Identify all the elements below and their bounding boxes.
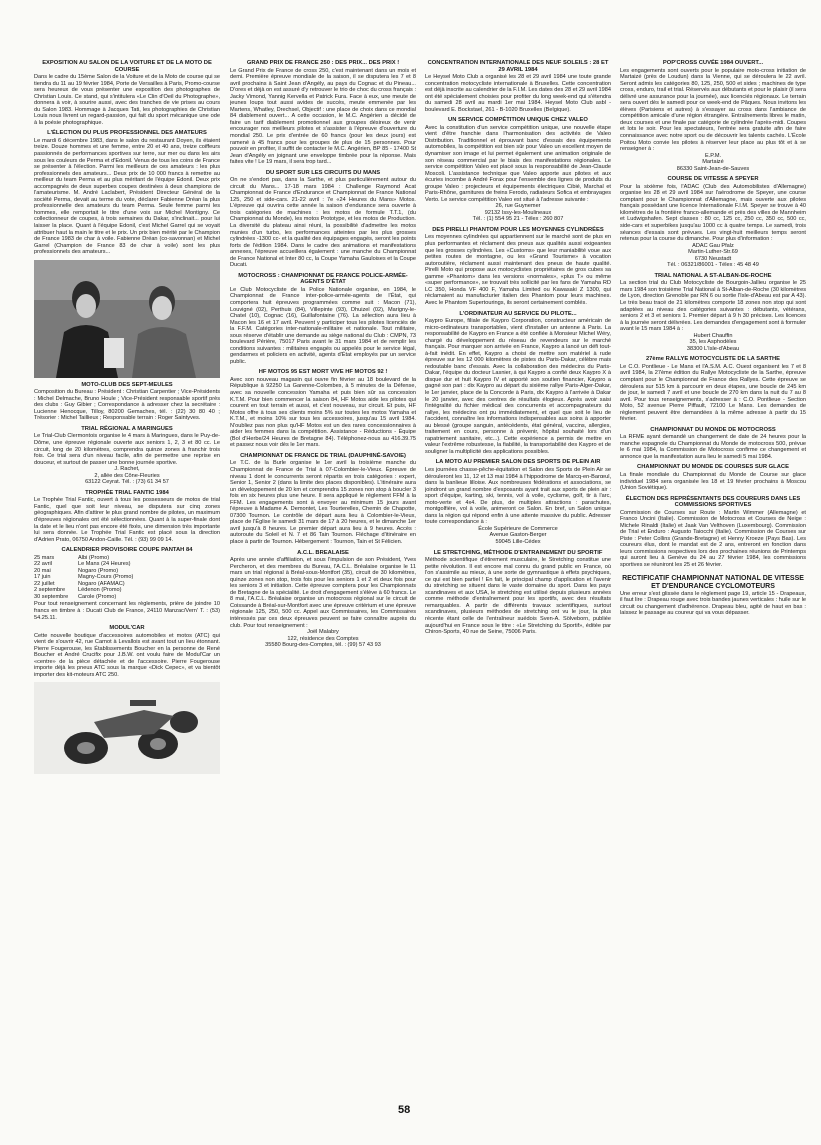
- article-title: CHAMPIONNAT DU MONDE DE COURSES SUR GLACE: [637, 464, 789, 471]
- article-title: CHAMPIONNAT DE FRANCE DE TRIAL (DAUPHINÉ-SAVOIE): [240, 452, 406, 459]
- article-text: Le mardi 6 décembre 1983, dans le salon du restaurant Doyen, ils étaient treize. Douze hommes et une femme, entre 20 et 40 ans, treize coiffeurs passionnés de performances sportives sur terre, sur mer ou dans les airs sous les couleurs de Perma et d'Edonil. Venus de tous les coins de France se présenter à l'élection. Parmi les meilleurs de ces amateurs : les plus professionnels des amateurs... Deux prix de 10 000 francs à remettre au meilleur du team Perma et au plus méritant de l'équipe Edonil. Deux prix accompagnés de deux superbes coupes destinées à deux champions de l'amateurisme. M. André Laclabert, Président Directeur Général de la société Perma, devait au terme du vote, déclarer Fabienne Dréan la plus professionnelle des amateurs du team Perma. Seule femme parmi les hommes, elle remportait le titre d'une voix sur Michel Montigny. Ce collectionneur de coupes, à trois semaines du Dakar, s'inclinait... pour lui laisser la place. Quant à l'équipe Edonil, c'est Michel Garrel qui se voyait attribuer haut la main le titre et le prix. Un prix bien mérité par le Champion de France 1983 de char à voile. Fabienne Dréan (co-savonnan) et Michel Garrel (Champion de France 83 de char à voile) sont les plus professionnels des amateurs...: [34, 137, 220, 256]
- article-text: La section trial du Club Motocycliste de Bourgoin-Jallieu organise le 25 mars 1984 son troisième Trial National à St-Alban-de-Roche (30 kilomètres de Lyon, direction Grenoble par RN 6 ou sortie l'Isle-d'Abeau est par A 43). Le très beau tracé de 21 kilomètres comporte 18 zones non stop qui sont adaptées au niveau des catégories suivantes : débutants, vétérans, seniors 2 et 3 et seniors 1. Premier départ à 9 h 30 précises. Les licences à la journée seront délivrées. Les demandes d'engagement sont à formuler avant le 15 mars 1984 à :: [620, 280, 806, 333]
- article-text: Les moyennes cylindrées qui appartiennent sur le marché sont de plus en plus performantes et réclament des pneus aux qualités aussi exigeantes que les grosses cylindrées. Les «Customs» que leur maniabilité voue aux petites routes de montagne, ou les «Grand Tourisme» à vocation autoroutière, réclament aussi maintenant des pneus de haute qualité. Pirelli Moto qui propose aux motocyclistes propriétaires de gros cubes sa gamme «Phantom» dans les versions «normales», «plus T» ou même «super performance», se trouvait très sollicité par les fans de Yamaha RD LC 350, Honda VF 400 F, Yamaha Limited ou Kawasaki Z 1300, qui réclamaient au manufacturier italien des Phantom pour leurs machines. Avec le Phantom Supertourings, ils seront certainement comblés.: [425, 234, 611, 306]
- article-text: Les engagements sont ouverts pour le populaire moto-cross initiation de Martaizé (près de Loudun) dans la Vienne, qui se déroulera le 22 avril. Seront admis les catégories 80, 125, 250, 500 et sides ; machines de type cross, enduro, trail et trial. Réservés aux débutants et pour le plaisir (il sera délivré une assurance pour la journée), aux licenciés régionaux. Le terrain sera ouvert dès le samedi pour ce week-end de Pâques. Nous invitons les élèves (Parisiens et autres) à s'essayer au cross dans l'ambiance de compétition amicale d'une région étrangère. Entraînements libres le matin, deux courses et une finale par catégorie de cylindrée l'après-midi. Coupes et lots le soir. Pour les spectateurs, l'entrée sera gratuite afin de faire connaissance avec notre sport ou de découvrir les talents cachés. L'École Poitou Moto convie les pilotes à réserver leur place au plus tôt et à se renseigner à :: [620, 67, 806, 153]
- article-text: Composition du Bureau : Président : Christian Carpentier ; Vice-Présidents : Michel Delmache, Bruno Houle ; Vice-Président responsable sportif près des clubs : Guy Gibier ; Correspondance à adresser chez la secrétaire : Lucienne Henocque, Tilloy, 80200 Gemaches, tél. : (22) 30 80 40 ; Trésorier : Michel Taillieux ; Responsable terrain : Roger Saintyves.: [34, 389, 220, 422]
- article-title: UN SERVICE COMPÉTITION UNIQUE CHEZ VALEO: [448, 117, 588, 124]
- article-title: MOTO-CLUB DES SEPT-MEULES: [81, 381, 173, 388]
- address-line: E.P.M.: [704, 152, 722, 159]
- address-line: 38300 L'Isle-d'Abeau: [686, 345, 740, 352]
- contact-line: 2, allée des Cône-Fleuries: [94, 472, 160, 479]
- column-2: [230, 56, 416, 1116]
- contact-line: 35580 Bourg-des-Comptes, tél. : (99) 57 43 93: [265, 642, 381, 649]
- column-3: [425, 56, 611, 1116]
- calendar-row: 2 septembre Lédenon (Promo): [34, 587, 122, 594]
- article-title: TRIAL RÉGIONAL A MARINGUES: [81, 425, 173, 432]
- article-text: Le C.O. Pontlieue - Le Mans et l'A.S.M. A.C. Ouest organisent les 7 et 8 avril 1984, la 27ème édition du Rallye Motocycliste de la Sarthe, épreuve comptant pour le Championnat de France des Rallyes. Cette épreuve se déroulera sur 515 km à parcourir en deux étapes, une boucle de 245 km de jour, le samedi 7 avril et une boucle de 270 km dans la nuit du 7 au 8 avril. Pour tous renseignements, s'adresser à : C.O. Pontlieue - Section Moto, 52 avenue Pierre Piffault, 72100 Le Mans. Les demandes de règlement peuvent être demandées à la même adresse à partir du 15 février.: [620, 363, 806, 423]
- calendar-row: 25 mars Albi (Promo): [34, 554, 110, 561]
- article-title: ÉLECTION DES REPRÉSENTANTS DES COUREURS DANS LES COMMISSIONS SPORTIVES: [625, 495, 801, 509]
- address-line: 86330 Saint-Jean-de-Sauves: [676, 165, 750, 172]
- article-text: On ne s'endort pas, dans la Sarthe, et plus particulièrement autour du circuit du Mans... 17-18 mars 1984 : Challenge Raymond Acat Championnat de France d'Endurance et Championnat de France National 125, 250 et side-cars. 21-22 avril : 7e «24 Heures du Mans» Motos. L'épreuve qui ouvrira cette année la saison d'endurance sera ouverte à trois catégories de machines : les motos de formule T.T.1, (du Championnat du Monde), les motos Prototype, et les motos de Production. La diversité du plateau ainsi réuni, la possibilité d'admettre les motos munies d'un turbo, les performances atteintes par les plus grosses cylindrées -1300 cc- et la qualité des équipages engagés, seront les points forts de l'édition 1984. Dans le cadre des animations et manifestations annexes, l'épreuve accueillera également : une manche du Championnat de France National et Inter 80 cc, la Coupe Yamaha Gauloises et la Coupe Ducati.: [230, 177, 416, 269]
- article-title: GRAND PRIX DE FRANCE 250 : DES PRIX... DES PRIX !: [246, 60, 400, 66]
- article-title: COURSE DE VITESSE A SPEYER: [667, 176, 759, 183]
- article-text: Cette nouvelle boutique d'accessoires automobiles et motos (ATC) qui vient de s'ouvrir 42, rue Carnot à Levallois est avant tout un lieu étonnant. Pierre Fougerouse, les Établissements Boucher en la personne de René Boucher et André Crucifix pour J.B.W. ont voulu faire de Modul'Car un «centre» de la pièce détachée et de l'accessoire. Pierre Fougerouse importe déjà les pneus ATC sous la marque «Dick Cepec», et va bientôt importer des kit-moteurs ATC 250.: [34, 632, 220, 678]
- calendar-row: 20 mai Nogaro (Promo): [34, 567, 119, 574]
- article-title: DES PIRELLI PHANTOM POUR LES MOYENNES CYLINDRÉES: [432, 226, 604, 233]
- article-title: POP'CROSS CUVÉE 1984 OUVERT...: [662, 60, 764, 66]
- article-text: Avec son nouveau magasin qui ouvre fin février au 18 boulevard de la République à 92250 La Garenne-Colombes, à 5 minutes de la Défense, avec sa nouvelle concession Yamaha et puis bien sûr sa concession K.T.M. Pour bien commencer la saison 84, HF Motos aide les pilotes qui courent en tout terrain et aussi, et c'est nouveau, sur circuit. Et puis, HF Motos offre à tous ses clients moins 5% sur toutes les motos Yamaha et K.T.M., et moins 10% sur tous les accessoires, jusqu'au 15 avril 1984. N'oubliez pas non plus qu'HF Motos est un des rares concessionnaires à aider les femmes dans la compétition. Assistance - Réductions - Équipe (Bol d'Herbe/24 Heures de Bretagne 84). Téléphonez-nous au 416.39.75 et passez nous voir dès le 1er mars.: [230, 376, 416, 449]
- article-text: Le Grand Prix de France de cross 250, c'est maintenant dans un mois et demi. Première épreuve mondiale de la saison, il se disputera les 7 et 8 avril prochains à Saint Jean d'Angély, au pays du Cognac et du Pineau... D'ores et déjà on est assuré d'y retrouver le trio de choc du cross français : Jacky Vimond, Yannig Kervella et Patrick Fura. Face à eux, une meute de jeunes loups tout aussi avides de succès, meute emmenée par les Martens, Whatley, Drechsel, Objectif : une place de choix dans ce mondial 84 diablement ouvert... A cette occasion, le M.C. Angérien a décidé de faire un tarif diablement promotionnel aux groupes désireux de venir encourager nos meilleurs pilotes et s'assister à l'épreuve d'ouverture du mondial 250. Le prix d'entrée de 60 francs (pour les deux jours) est ramené à 45 francs pour les groupes de plus de 15 personnes. Pour pouvoir en profiter, il suffit de contacter le M.C. Angérien, BP 85 - 17400 St Jean d'Angély en joignant une enveloppe timbrée pour la réponse. Mais faites vite ! Le 19 mars, il sera trop tard...: [230, 67, 416, 166]
- calendar-row: 22 juillet Nogaro (AFAMAC): [34, 580, 125, 587]
- article-text: Le Trophée Trial Fantic, ouvert à tous les possesseurs de motos de trial Fantic, quel que soit leur niveau, se disputera sur cinq zones géographiques. Afin d'attirer le plus grand nombre de pilotes, un maximum d'épreuves régionales ont été sélectionnées. Quant à la super-finale dont la date et le lieu n'ont pas encore été fixés, une dimension très importante lui sera donnée. Le Trophée Trial Fantic est placé sous la direction d'Adrien Prato, 06750 Andon-Caille. Tél. : (93) 99 09 14.: [34, 497, 220, 543]
- address-line: 35, les Asphodèles: [689, 339, 737, 346]
- article-text: La finale mondiale du Championnat du Monde de Course sur glace individuel 1984 sera organisée les 18 et 19 février prochains à Moscou (Union Soviétique).: [620, 471, 806, 492]
- calendar-row: 22 avril Le Mans (24 Heures): [34, 561, 131, 568]
- address-line: 26, rue Guynemer: [495, 203, 541, 210]
- article-text: Commission de Courses sur Route : Martin Wimmer (Allemagne) et Franco Uncini (Italie). Commission de Motocross et Courses de Neige : Michele Rinaldi (Italie) et Jaak Van Velthoven (Luxembourg). Commission de Trial et Enduro : Augusto Taiocchi (Italie). Commission de Courses sur Piste : Peter Collins (Grande-Bretagne) et Henny Kroeze (Pays Bas). Les coureurs élus, dont le mandat est de 2 ans, entreront en fonction dans leurs commissions respectives lors des prochaines réunions de Printemps qui auront lieu à Genève du 24 au 27 février 1984, les commissions sportives se réuniront les 25 et 26 février.: [620, 509, 806, 568]
- article-title: L'ORDINATEUR AU SERVICE DU PILOTE...: [459, 310, 577, 317]
- article-text: Le Trial-Club Clermontois organise le 4 mars à Maringues, dans le Puy-de-Dôme, une épreuve régionale ouverte aux seniors 1, 2, 3 et 80 cc. Le circuit, long de 20 kilomètres, comprendra quinze zones à franchir trois fois. Ce trial sera d'un niveau facile, afin de permettre une reprise en douceur, et surtout de passer une bonne journée sportive.: [34, 433, 220, 466]
- article-title: LA MOTO AU PREMIER SALON DES SPORTS DE PLEIN AIR: [435, 459, 601, 466]
- address-line: 92132 Issy-les-Moulineaux: [484, 209, 552, 216]
- calendar-list: [34, 555, 220, 601]
- article-title: CONCENTRATION INTERNATIONALE DES NEUF SOLEILS : 28 ET 29 AVRIL 1984: [427, 60, 609, 73]
- article-text: Le T.C. de la Burle organise le 1er avril la troisième manche du Championnat de France de Trial à 07-Colombier-le-Vieux. Épreuve de niveau 1 dont le concurrents seront répartis en trois catégories : expert, Senior 1, Senior 2 (dans la limite des places disponibles). L'itinéraire aura un développement de 20 km et comprendra 15 zones non stop à boucler 3 fois en six heures plus une heure. Il sera appliqué le règlement FFM à la FFM. Les engagements sont à envoyer au minimum 15 jours avant l'épreuve à Madame A. Demontet, Les Tourterelles, Chemin de Chapotte, 07300 Tournon. Le contrôle de départ aura lieu à Colombier-le-Vieux, place de l'Église le samedi 31 mars de 17 à 20 heures, et le dimanche 1er avril jusqu'à 8 heures. Le premier départ aura lieu à 9 heures. Accès : autoroute du Soleil et N. 7 et 86 Tain Tournon. Fléchage d'itinéraire en place à partir de Tournon. Hébergement : Tournon, Tain et St Félicien.: [230, 460, 416, 545]
- address-line: 59045 Lille-Cédex: [495, 539, 541, 545]
- article-title: EXPOSITION AU SALON DE LA VOITURE ET DE LA MOTO DE COURSE: [42, 60, 212, 73]
- contact-line: 122, résidence des Comptes: [287, 635, 359, 642]
- address-line: ADAC Gau Pfalz: [692, 242, 734, 249]
- contact-line: Joël Malabry: [307, 629, 339, 636]
- article-title: A.C.L. BREALAISE: [297, 549, 349, 556]
- article-text: Le Club Motocycliste de la Police Nationale organise, en 1984, le Championnat de France inter-police-armée-agents de l'État, qui comportera huit épreuves programmées comme suit : Macon (71), Louvigné (02), Perthuis (84), Villepinte (93), Dhuizel (02), Marigny-le-Chatel (10), Cognac (16), Guillafontaine (76). La sélection aura lieu à Macon les 16 et 17 avril. Peuvent y participer tous les pilotes licenciés de la F.F.M. Catégories inter-nationale-militaire et nationale. Tout militaire, sous réserve d'établir une demande au siège national du Club : CMPN, 73 boulevard Périère, 75017 Paris avant le 31 mars 1984 et de remplir les conditions suivantes : militaires engagés ou appelés pour le service légal, gendarmes et policiers en activité, agents d'État employés par un service public.: [230, 286, 416, 365]
- article-text: Les journées chasse-pêche-équitation et Salon des Sports de Plein Air se dérouleront les 11, 12 et 13 mai 1984 à l'hippodrome de Marcq-en-Barœul, dans la banlieue lilloise. Aux nombreuses fédérations et associations, se joindront un grand nombre d'exposants ayant trait aux sports de plein air : sport d'équipe, karting, ski, tennis, vol à voile, cyclisme, golf, tir à l'arc, moto-verte et 4x4. De plus, de multiples attractions : parachutes, montgolfière, vol à voile, animeront ce Salon. En bref, un Salon unique dans la région qui répond enfin à une attente massive du public. Adresser toute correspondance à :: [425, 466, 611, 526]
- article-title: LE STRETCHING, MÉTHODE D'ENTRAINEMENT DU SPORTIF: [433, 549, 603, 556]
- address-line: Martin-Luther-Str.69: [688, 249, 738, 256]
- article-text: Kaypro Europe, filiale de Kaypro Corporation, constructeur américain de micro-ordinateurs transportables, vient d'installer un antenne à Paris. La responsabilité de Kaypro en France a été confiée à Monsieur Michel Wéry, chargé du développement du réseau de revendeurs sur le marché français. Pour marquer son arrivée en France, Kaypro a lancé un défi tout-à-fait inédit. En effet, Kaypro a choisi de mettre son matériel à rude épreuve sur les 12 000 kilomètres de pistes du Paris-Dakar, célèbre mais redoutable banc d'essais. Avec la collaboration des médecins du Paris-Dakar, l'équipe du docteur Lasnier, à qui Kaypro a confié deux Kaypro X à disque dur et huit Kaypro IV et apporté son soutien financier, Kaypro a gagné son pari : dix Kaypro au départ du sixième rallye Paris-Alger-Dakar, le 1er janvier, place de la Concorde à Paris, dix Kaypro à l'arrivée à Dakar le 20 janvier, avec des centres de résultats élogieux. Après avoir saisi l'intégralité du fichier médical des concurrents et accompagnateurs du rallye, les médecins ont pu immédiatement, et quel que soit le lieu de l'accident, connaître les informations indispensables aux soins à apporter au blessé (groupe sanguin, antécédents, état général, vaccins, allergies, traitement en cours, personne à prévenir, hôpital souhaité lors d'un rapatriement sanitaire, etc...). Cette expérience a permis de mettre en valeur l'extrême robustesse, la fiabilité, la transportabilité des Kaypro et de souligner la multiplicité des applications possibles.: [425, 318, 611, 455]
- column-4: [620, 56, 806, 1116]
- calendar-row: 30 septembre Carole (Promo): [34, 593, 117, 600]
- article-text: Avec la constitution d'un service compétition unique, une nouvelle étape vient d'être franchie dans l'harmonisation des activités de Valeo Distribution. Traditionnel et éprouvant banc d'essais des équipements automobiles, la compétition est bien sûr pour Valeo un excellent moyen de dynamiser son image et lui permet également une animation originale de son réseau commercial par le biais des manifestations régionales. Le service compétition Valeo est placé sous la responsabilité de Jean-Claude Moscoli. L'assistance technique que Valeo apporte aux pilotes et aux écuries incombe à André Forax pour l'ensemble des lignes de produits du groupe Valeo : projecteurs et équipements électriques Cibié, Marchal et Paris-Rhône, garnitures de freins Ferodo, radiateurs Sofica et embrayages Verto. Le service compétition Valeo est situé à l'adresse suivante :: [425, 124, 611, 203]
- article-text: Une erreur s'est glissée dans le règlement page 19, article 15 - Drapeaux, il faut lire : Drapeau rouge avec trois bandes jaunes verticales : huile sur le circuit ou changement d'adhérence. Drapeau bleu, agité de haut en bas : laissez le passage au coureur qui va vous dépasser.: [620, 590, 806, 617]
- article-title: DU SPORT SUR LES CIRCUITS DU MANS: [265, 169, 381, 176]
- contact-line: J. Rachet,: [114, 466, 140, 473]
- address-line: Tél. : 06321/86001 - Télex : 45 48 49: [667, 262, 759, 269]
- article-title: 27ème RALLYE MOTOCYCLISTE DE LA SARTHE: [645, 356, 781, 363]
- article-title: TRIAL NATIONAL A ST-ALBAN-DE-ROCHE: [654, 272, 772, 279]
- address-line: Tél. : (1) 554 95 21 - Télex : 260 807: [472, 216, 564, 223]
- article-text: Dans le cadre du 15ème Salon de la Voiture et de la Moto de course qui se tiendra du 11 au 19 février 1984, Porte de Versailles à Paris, Promo-course sera heureux de vous présenter une exposition des photographes de Christian Louis. Ce stand, qui s'intitulera «Le Clin d'Oeil du Photographe», donnera à voir, à sourire aussi, avec des tranches de vie prises au cours du Salon 1983. Hommage à Jacques Tati, les photographies de Christian Louis nous livrent un regard-passion, qui fait du sport mécanique une ode à la poésie photographique.: [34, 74, 220, 126]
- article-title: L'ÉLECTION DU PLUS PROFESSIONNEL DES AMATEURS: [47, 130, 207, 137]
- contact-line: 63122 Ceyrat. Tél. : (73) 61 34 57: [85, 479, 169, 486]
- atv-photo: [34, 682, 220, 774]
- address-line: Hubert Chauffin: [693, 332, 733, 339]
- page-number: 58: [398, 1104, 411, 1116]
- column-1: [34, 56, 220, 1116]
- article-title: CALENDRIER PROVISOIRE COUPE PANTAH 84: [61, 547, 193, 554]
- calendar-row: 17 juin Magny-Cours (Promo): [34, 574, 134, 581]
- address-line: 6730 Neustadt: [694, 255, 732, 262]
- article-title: MODUL'CAR: [109, 625, 145, 632]
- article-text: Le Heysel Moto Club a organisé les 28 et 29 avril 1984 une toute grande concentration motocycliste internationale à Bruxelles. Cette concentration est déjà inscrite au calendrier de la F.I.M. Les dates des 28 et 29 avril 1984 ont été spécialement choisies pour profiter du long week-end qui s'étendra du samedi 28 avril au mardi 1er mai 1984. Heysel Moto Club asbl - boulevard E. Bockstael, 261 - B-1020 Bruxelles (Belgique).: [425, 74, 611, 113]
- award-winners-photo: [34, 260, 220, 378]
- article-text: Pour la sixième fois, l'ADAC (Club des Automobilistes d'Allemagne) organise les 28 et 29 avril 1984 sur l'aérodrome de Speyer, une course comptant pour le Championnat d'Allemagne, mais ouverte aux pilotes français possédant une licence Internationale F.I.M. Speyer se trouve à 40 kilomètres de la frontière franco-allemande et près des villes de Mannheim et Ludwigshafen. Sept classes : 80 cc, 125 cc, 250 cc, 350 cc, 500 cc, side-cars et superbikes jusqu'au 1000 cc à quatre temps. Le samedi, trois séances d'essais sont prévues. Les vingt-huit meilleurs temps seront retenus pour la course du dimanche. Pour plus d'information :: [620, 183, 806, 243]
- article-text: Méthode scientifique d'étirement musculaire, le Stretching constitue une petite révolution. Il est encore mal connu du grand public en France, où l'on s'assimile au mieux, à une sorte de gymnastique à effets psychiques, ce qui est bien partiel ! En fait, le principal champ d'application et l'avenir du stretching se situent dans le vaste domaine du sport. Dans les pays scandinaves et aux USA, le stretching est utilisé depuis plusieurs années comme méthode d'entraînement pour les sportifs, avec des résultats remarquables. A partir de différents travaux scientifiques, surtout scandinaves, plusieurs méthodes de stretching ont vu le jour, la plus récente étant celle de l'entraîneur suédois Sven-A. Sölveborn, publiée aujourd'hui en France sous le titre : «Le Stretching du Sportif», éditée par Chiron-Sports, 40 rue de Seine, 75006 Paris.: [425, 557, 611, 636]
- address-line: École Supérieure de Commerce: [478, 525, 558, 532]
- article-text: La RFME ayant demandé un changement de date de 24 heures pour la manche espagnole du Championnat du Monde de motocross 500, prévue le 6 mai 1984, la Commission de Motocross confirme ce changement et annonce que la manifestation aura lieu le samedi 5 mai 1984.: [620, 434, 806, 460]
- article-title: HF MOTOS 95 EST MORT VIVE HF MOTOS 92 !: [258, 369, 388, 376]
- address-line: Martaizé: [702, 159, 724, 166]
- article-title: CHAMPIONNAT DU MONDE DE MOTOCROSS: [650, 426, 776, 433]
- article-text: Après une année d'affiliation, et sous l'impulsion de son Président, Yves Percheron, et des membres du Bureau, l'A.C.L. Bréalaise organise le 11 mars un trial régional à Bréal-sous-Montfort (35), circuit de 30 kilomètres, quinze zones non stop, trois fois pour les seniors 1 et 2 et deux fois pour les seniors 3 et initiation. Cette épreuve comptera pour les Championnats de Bretagne de la spécialité. Le droit d'engagement s'élève à 60 francs. Le 8 mai, l'A.C.L. Bréalaise organise un motocross régional sur le circuit de Coissande à Bréal-sur-Montfort avec une épreuve critérium et une épreuve régionale 125, 250, 500 cc. Appel aux Commissaires, les Commissaires intéressés par ces deux épreuves peuvent se faire connaître auprès du club. Pour tout renseignement :: [230, 557, 416, 629]
- article-text: Pour tout renseignement concernant les règlements, prière de joindre 10 francs en timbre à : Ducati Club de France, 24110 Manzac/Vern' T. : (53) 54.25.11.: [34, 601, 220, 621]
- rectificatif-title: RECTIFICATIF CHAMPIONNAT NATIONAL DE VITESSE ET D'ENDURANCE CYCLOMOTEURS: [622, 574, 804, 590]
- article-title: TROPHÉE TRIAL FANTIC 1984: [85, 489, 169, 496]
- article-title: MOTOCROSS : CHAMPIONNAT DE FRANCE POLICE-ARMÉE-AGENTS D'ÉTAT: [238, 272, 408, 286]
- address-line: Avenue Gaston-Berger: [489, 532, 547, 539]
